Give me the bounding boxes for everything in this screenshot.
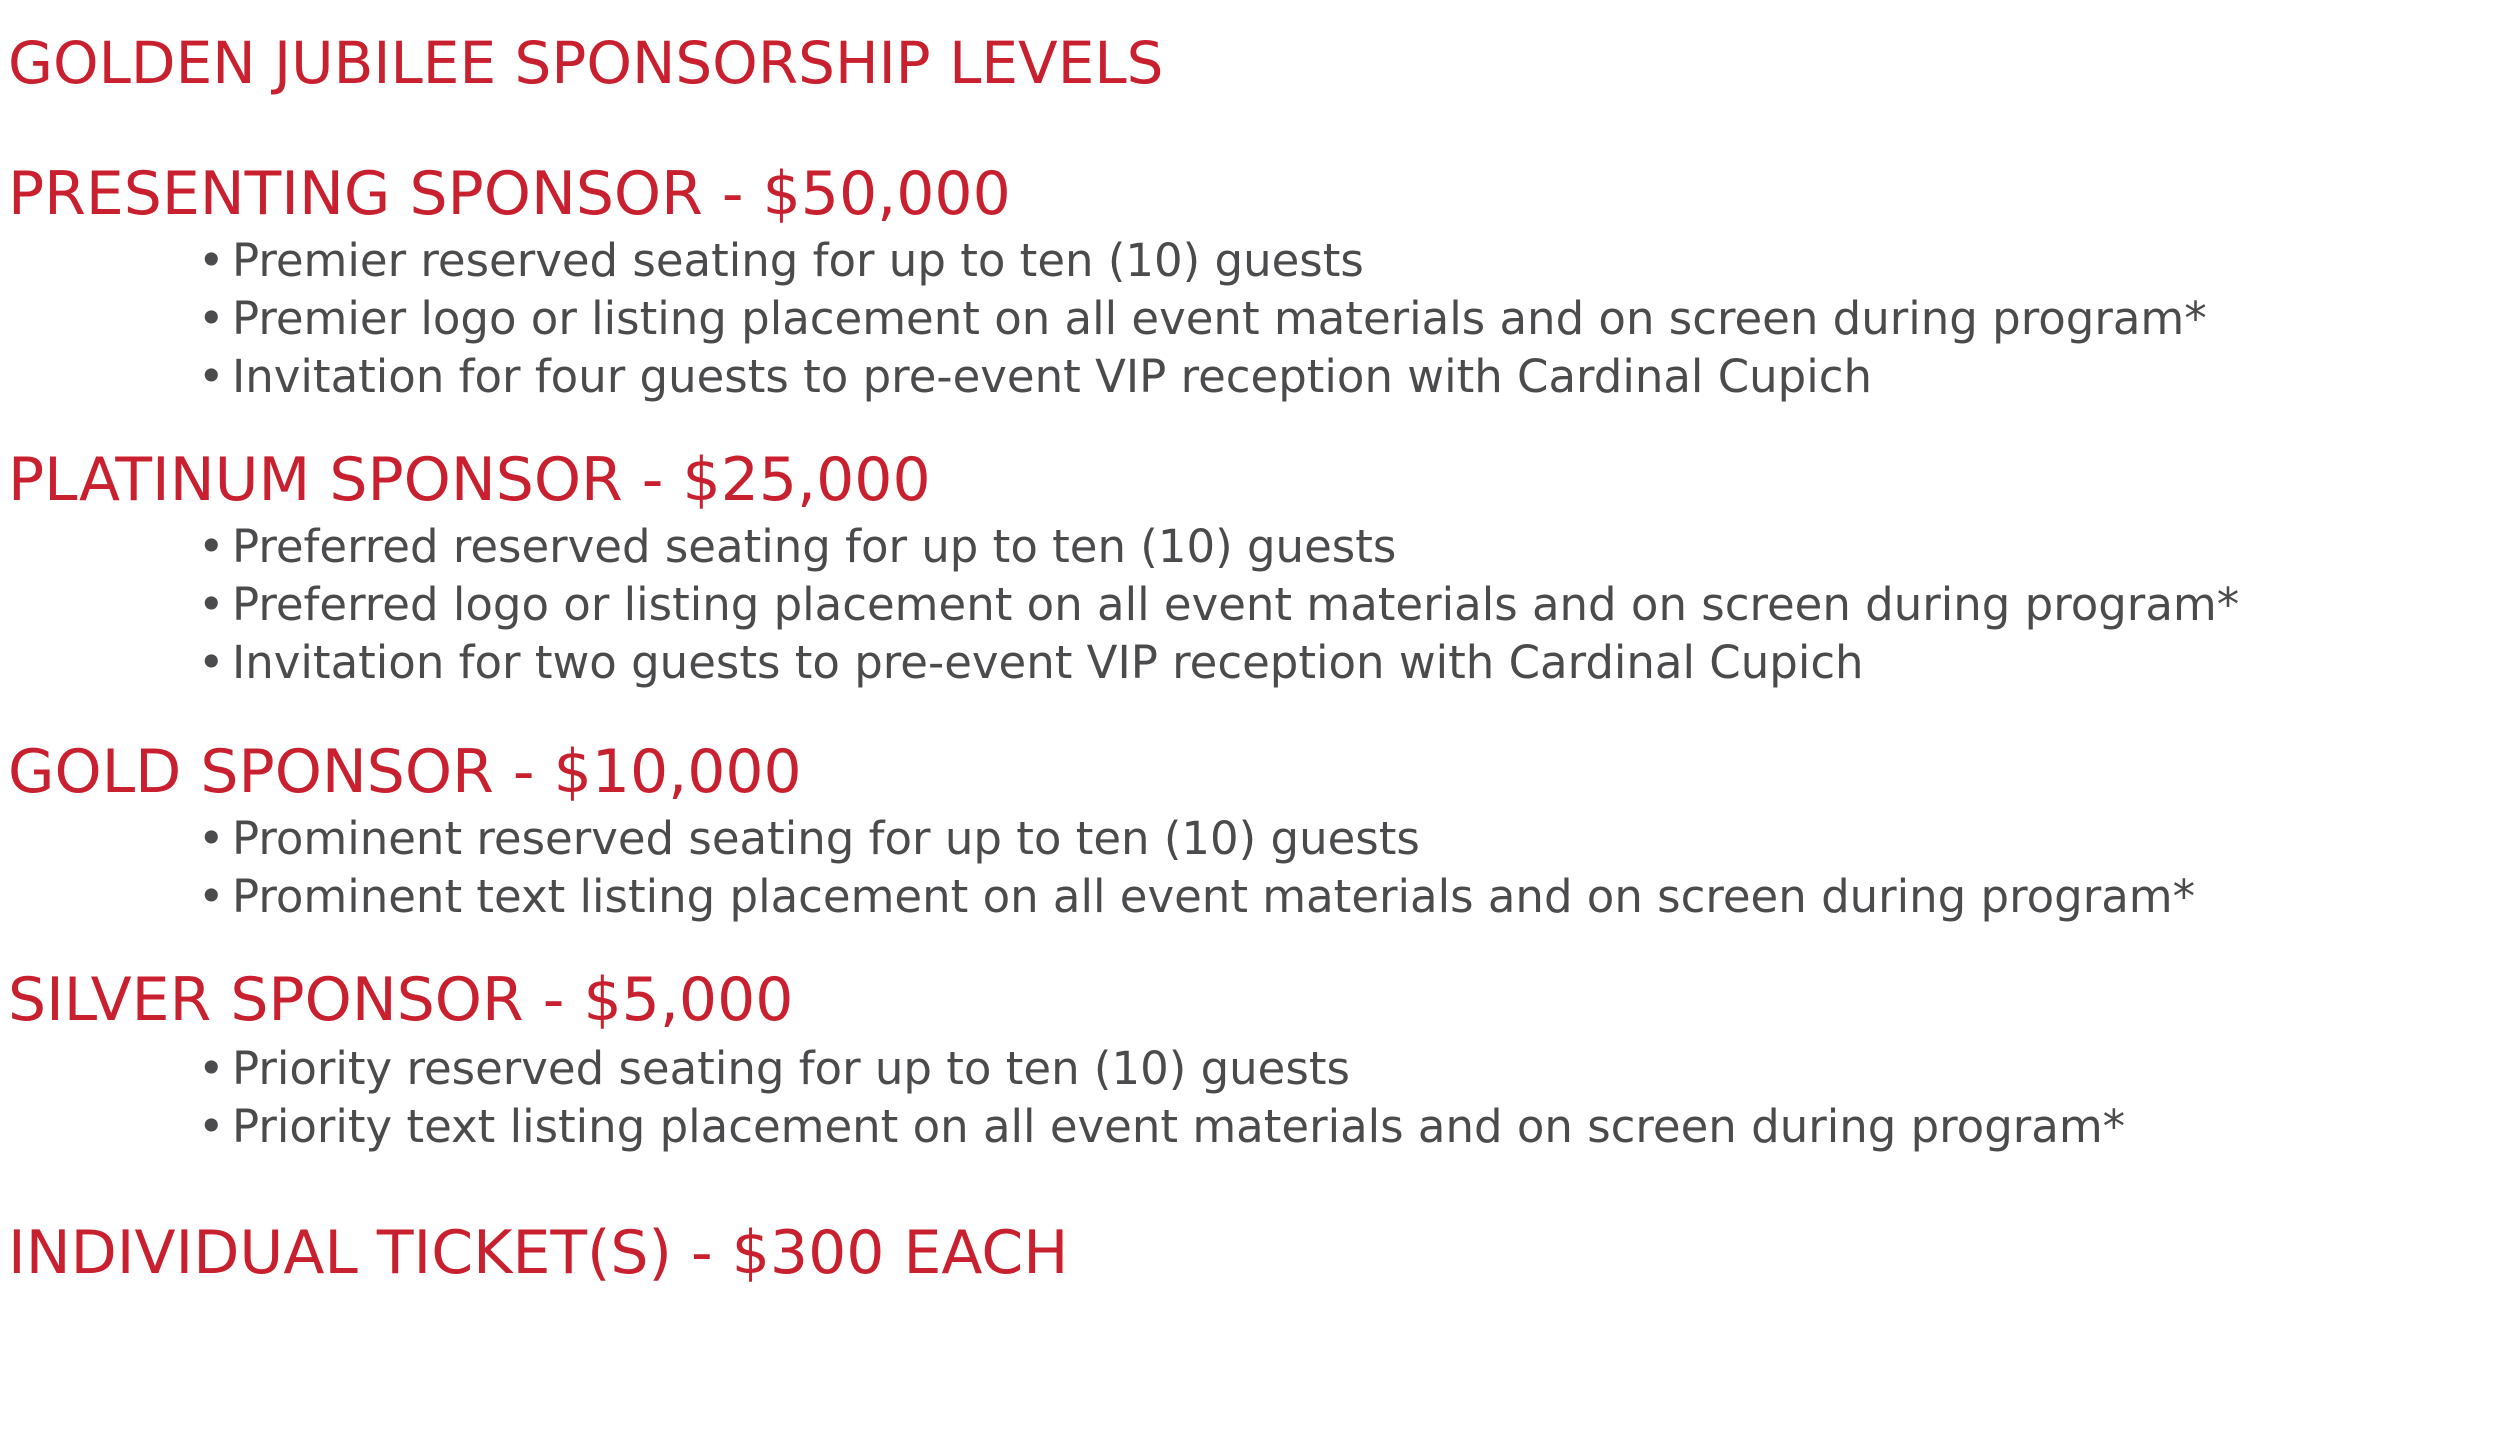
benefit-text: Priority reserved seating for up to ten (10) guests xyxy=(232,1041,1350,1095)
benefit-item xyxy=(198,347,2207,405)
bullet-icon: • xyxy=(198,1099,225,1153)
benefit-text: Invitation for four guests to pre-event VIP reception with Cardinal Cupich xyxy=(232,349,1872,403)
bullet-icon: • xyxy=(198,811,225,865)
benefit-text: Prominent text listing placement on all event materials and on screen during program* xyxy=(232,869,2196,923)
benefit-text: Invitation for two guests to pre-event VIP reception with Cardinal Cupich xyxy=(232,635,1864,689)
bullet-icon: • xyxy=(198,635,225,689)
benefit-text: Premier logo or listing placement on all event materials and on screen during program* xyxy=(232,291,2207,345)
benefit-text: Priority text listing placement on all event materials and on screen during program* xyxy=(232,1099,2126,1153)
benefit-item xyxy=(198,575,2239,633)
presenting-sponsor-benefits xyxy=(198,231,2207,405)
bullet-icon: • xyxy=(198,349,225,403)
bullet-icon: • xyxy=(198,577,225,631)
bullet-icon: • xyxy=(198,519,225,573)
individual-ticket-heading: INDIVIDUAL TICKET(S) - $300 EACH xyxy=(8,1218,1069,1288)
benefit-text: Preferred reserved seating for up to ten (10) guests xyxy=(232,519,1397,573)
benefit-item xyxy=(198,809,2195,867)
benefit-text: Premier reserved seating for up to ten (10) guests xyxy=(232,233,1364,287)
benefit-item xyxy=(198,517,2239,575)
gold-sponsor-benefits xyxy=(198,809,2195,925)
bullet-icon: • xyxy=(198,291,225,345)
platinum-sponsor-heading: PLATINUM SPONSOR - $25,000 xyxy=(8,445,931,515)
presenting-sponsor-heading: PRESENTING SPONSOR - $50,000 xyxy=(8,159,1011,229)
bullet-icon: • xyxy=(198,869,225,923)
benefit-item xyxy=(198,867,2195,925)
platinum-sponsor-benefits xyxy=(198,517,2239,691)
bullet-icon: • xyxy=(198,233,225,287)
benefit-item xyxy=(198,289,2207,347)
benefit-item xyxy=(198,1039,2125,1097)
benefit-text: Preferred logo or listing placement on all event materials and on screen during program* xyxy=(232,577,2240,631)
benefit-item xyxy=(198,1097,2125,1155)
benefit-text: Prominent reserved seating for up to ten (10) guests xyxy=(232,811,1420,865)
page-title: GOLDEN JUBILEE SPONSORSHIP LEVELS xyxy=(8,29,1164,97)
bullet-icon: • xyxy=(198,1041,225,1095)
benefit-item xyxy=(198,231,2207,289)
silver-sponsor-heading: SILVER SPONSOR - $5,000 xyxy=(8,965,794,1035)
silver-sponsor-benefits xyxy=(198,1039,2125,1155)
benefit-item xyxy=(198,633,2239,691)
gold-sponsor-heading: GOLD SPONSOR - $10,000 xyxy=(8,737,802,807)
